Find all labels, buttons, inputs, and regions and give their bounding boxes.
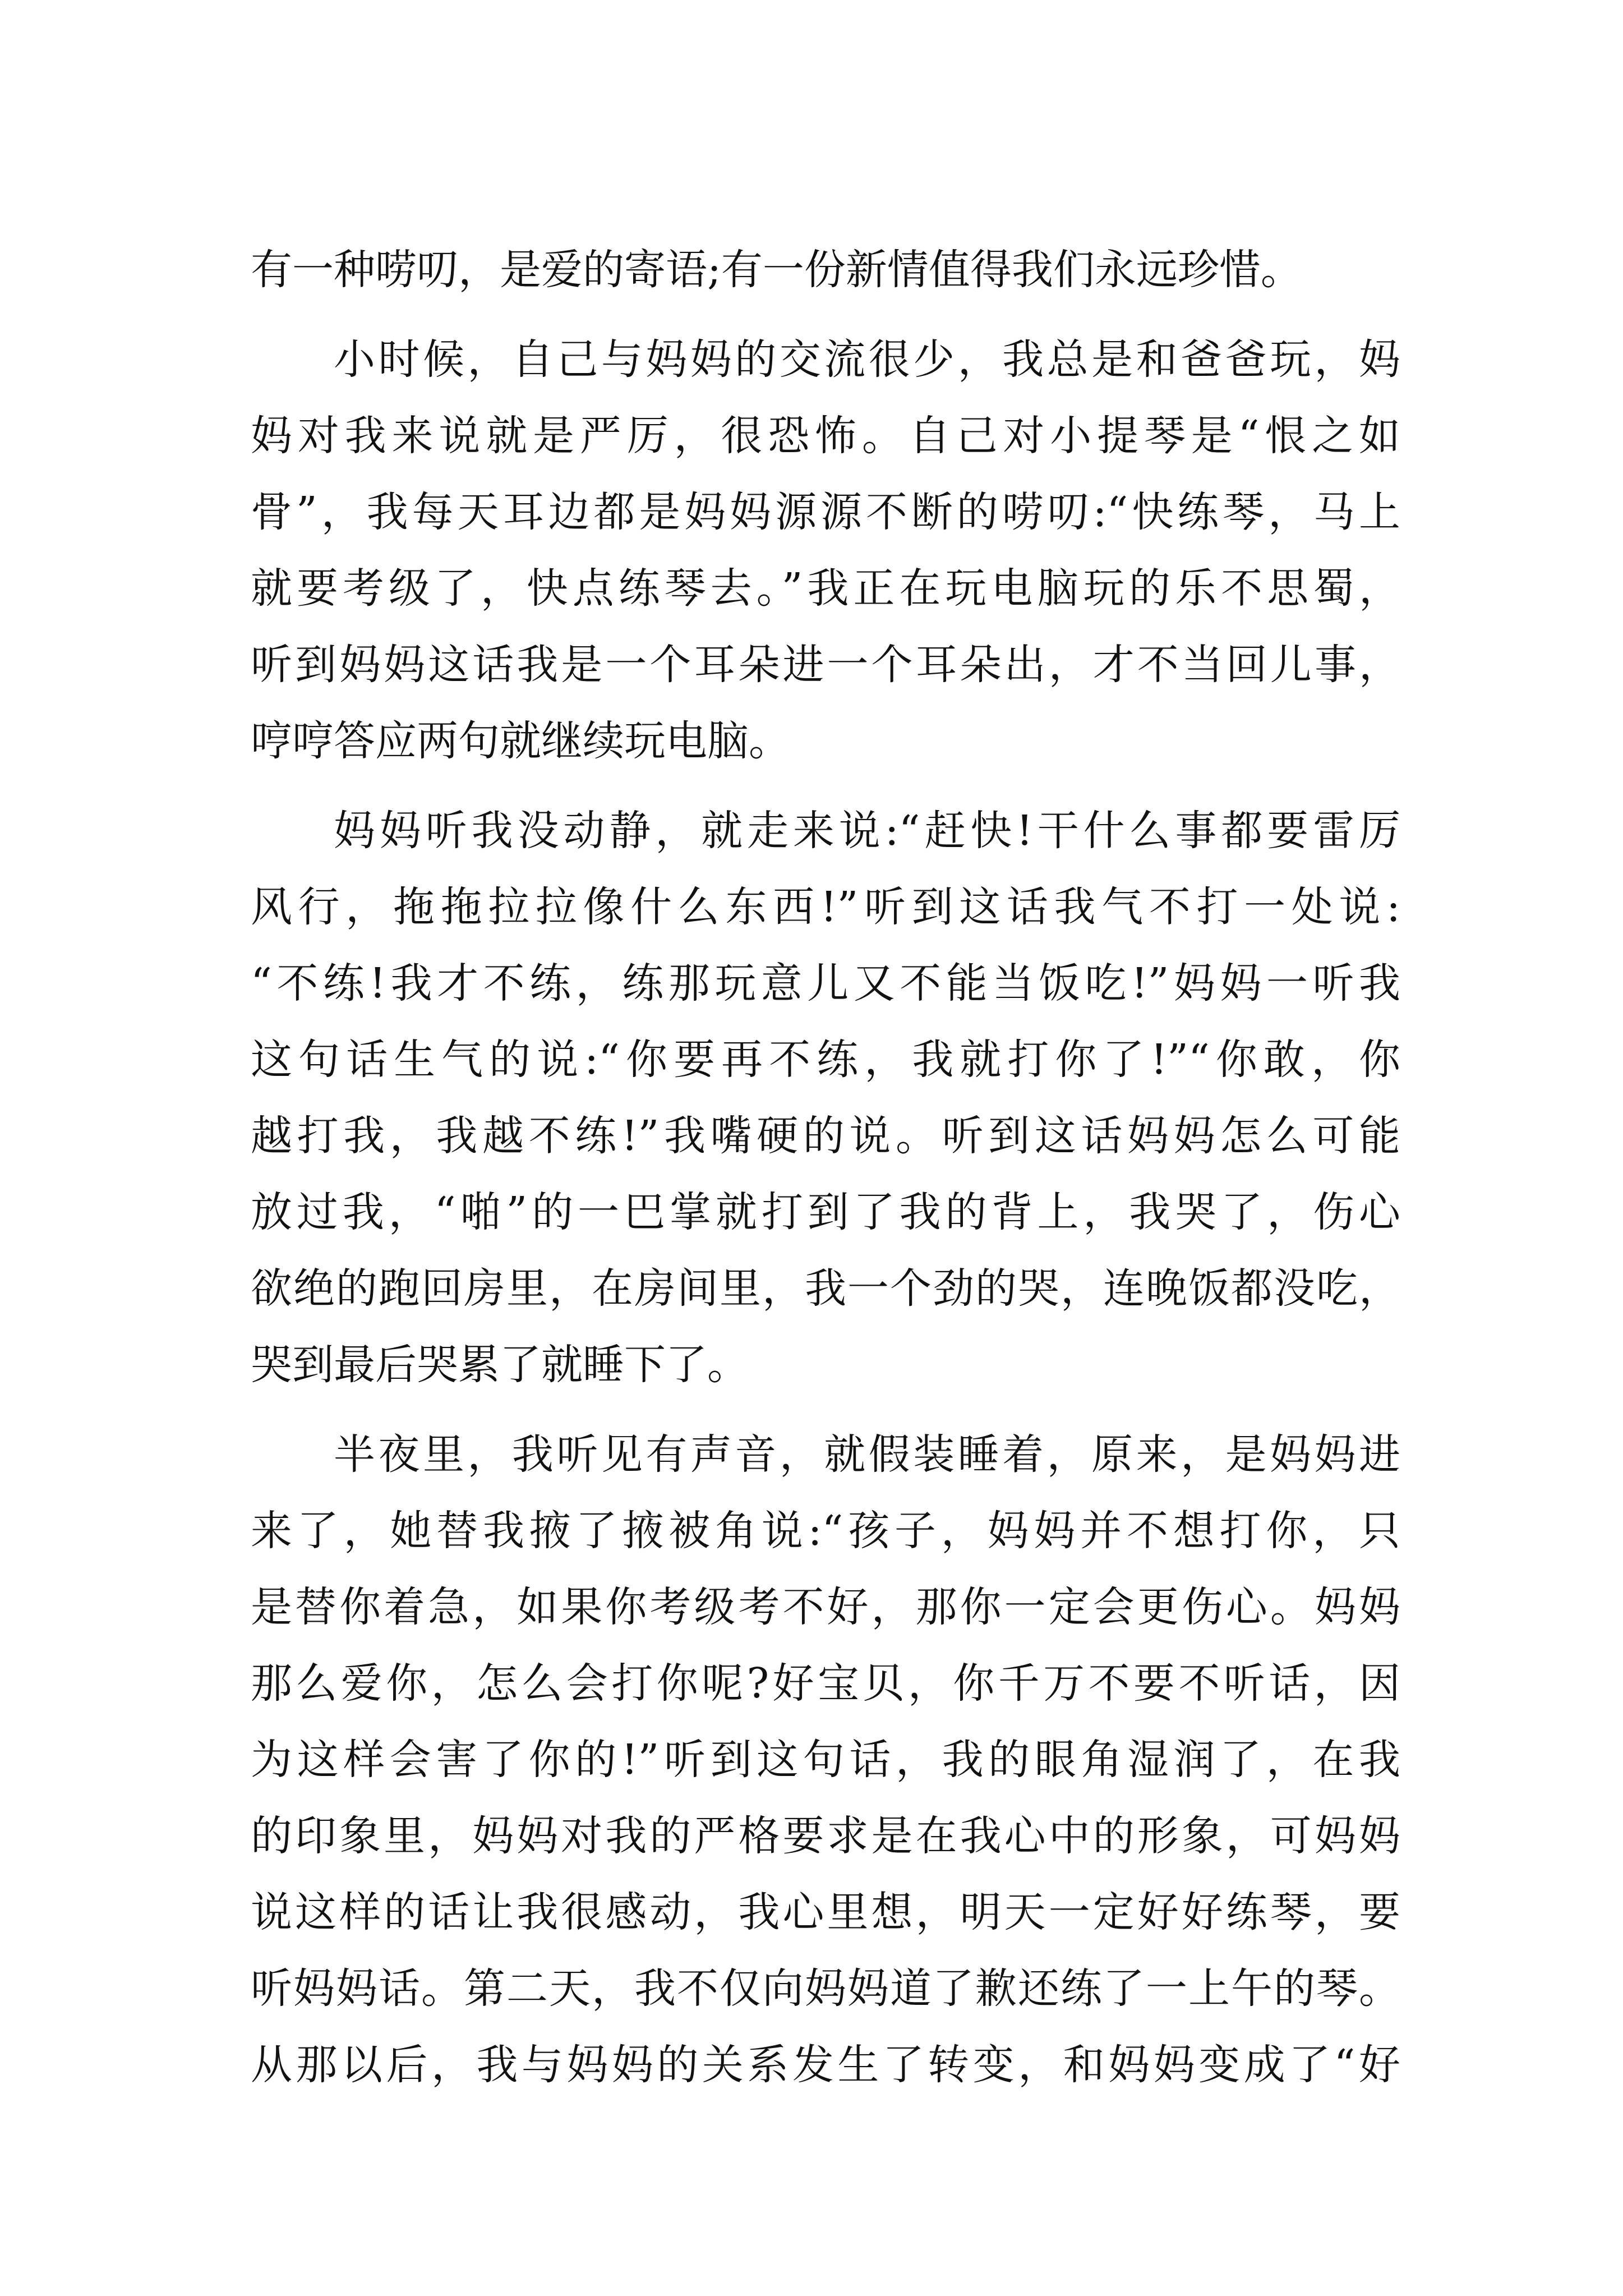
text-line: 从那以后，我与妈妈的关系发生了转变，和妈妈变成了“好 <box>251 2041 1400 2089</box>
text-line: 妈对我来说就是严厉，很恐怖。自己对小提琴是“恨之如 <box>251 412 1400 460</box>
text-line: 就要考级了，快点练琴去。”我正在玩电脑玩的乐不思蜀， <box>251 564 1400 613</box>
paragraph <box>251 321 1400 779</box>
text-line: 风行，拖拖拉拉像什么东西!”听到这话我气不打一处说: <box>251 883 1400 931</box>
document-body <box>251 232 1400 2103</box>
text-line: 放过我，“啪”的一巴掌就打到了我的背上，我哭了，伤心 <box>251 1188 1400 1236</box>
text-line: 的印象里，妈妈对我的严格要求是在我心中的形象，可妈妈 <box>251 1812 1400 1860</box>
text-line: 欲绝的跑回房里，在房间里，我一个劲的哭，连晚饭都没吃， <box>251 1264 1400 1313</box>
text-line: 是替你着急，如果你考级考不好，那你一定会更伤心。妈妈 <box>251 1583 1400 1631</box>
text-line: 那么爱你，怎么会打你呢?好宝贝，你千万不要不听话，因 <box>251 1659 1400 1708</box>
text-line: 哭到最后哭累了就睡下了。 <box>251 1341 749 1389</box>
paragraph <box>251 1416 1400 2103</box>
text-line: “不练!我才不练，练那玩意儿又不能当饭吃!”妈妈一听我 <box>251 959 1400 1007</box>
text-line: 哼哼答应两句就继续玩电脑。 <box>251 717 790 765</box>
text-line: 听到妈妈这话我是一个耳朵进一个耳朵出，才不当回儿事， <box>251 641 1400 689</box>
paragraph <box>251 232 1400 308</box>
text-line: 有一种唠叨，是爱的寄语;有一份新情值得我们永远珍惜。 <box>251 246 1302 294</box>
text-line: 骨”，我每天耳边都是妈妈源源不断的唠叨:“快练琴，马上 <box>251 488 1400 536</box>
text-line: 小时候，自己与妈妈的交流很少，我总是和爸爸玩，妈 <box>334 335 1400 384</box>
text-line: 为这样会害了你的!”听到这句话，我的眼角湿润了，在我 <box>251 1736 1400 1784</box>
text-line: 说这样的话让我很感动，我心里想，明天一定好好练琴，要 <box>251 1888 1400 1936</box>
text-line: 越打我，我越不练!”我嘴硬的说。听到这话妈妈怎么可能 <box>251 1112 1400 1160</box>
text-line: 这句话生气的说:“你要再不练，我就打你了!”“你敢，你 <box>251 1036 1400 1084</box>
text-line: 来了，她替我掖了掖被角说:“孩子，妈妈并不想打你，只 <box>251 1507 1400 1555</box>
paragraph <box>251 793 1400 1403</box>
text-line: 半夜里，我听见有声音，就假装睡着，原来，是妈妈进 <box>334 1430 1400 1479</box>
text-line: 听妈妈话。第二天，我不仅向妈妈道了歉还练了一上午的琴。 <box>251 1964 1400 2013</box>
text-line: 妈妈听我没动静，就走来说:“赶快!干什么事都要雷厉 <box>334 807 1400 855</box>
